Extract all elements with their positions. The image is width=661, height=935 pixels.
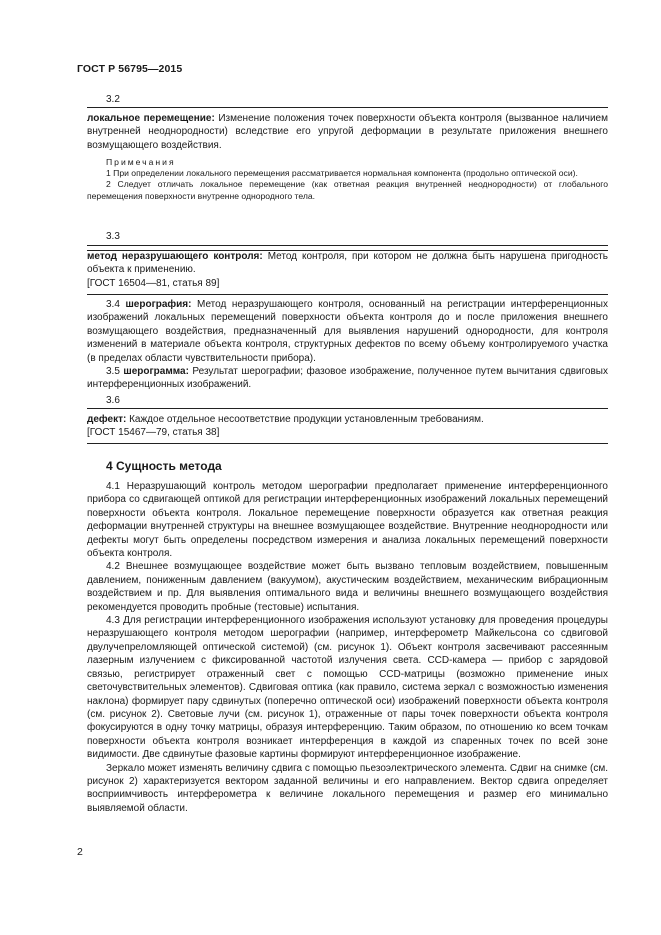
paragraph-4-3-continued: Зеркало может изменять величину сдвига с помощью пьезоэлектрического элемента. Сдвиг на снимке (см. рисунок 2) характеризуется вектором заданной величины и его направлением. Вектор сдвига определяет восприимчивость интерферометра к величине локального перемещения и размер его минимально выявляемой области. (87, 762, 608, 814)
entries-3-4-3-5 (87, 298, 608, 392)
note-2: 2 Следует отличать локальное перемещение (как ответная реакция внутренней неоднородности) от глобального перемещения поверхности внутренне однородного тела. (87, 179, 608, 201)
term-ndt-method: метод неразрушающего контроля: (87, 251, 263, 262)
document-header: ГОСТ Р 56795—2015 (77, 63, 183, 75)
paragraph-4-2: 4.2 Внешнее возмущающее воздействие может быть вызвано тепловым воздействием, повышенным давлением, пониженным давлением (вакуумом), акустическим воздействием, механическим вибрационным воздействием и пр. Для выявления оптимального вида и величины внешнего возмущающего воздействия рекомендуется проводить пробные (тестовые) испытания. (87, 561, 608, 613)
entry-3-3-text (87, 250, 608, 277)
note-1: 1 При определении локального перемещения рассматривается нормальная компонента (продольно оптической оси). (106, 168, 578, 179)
entry-number-3-4: 3.4 (106, 299, 120, 310)
entry-3-6-text (87, 413, 608, 426)
definition-ndt-method: Метод контроля, при котором не должна быть нарушена пригодность объекта к применению. (87, 251, 609, 276)
entry-number-3-6: 3.6 (106, 395, 120, 406)
section-4-title: 4 Сущность метода (106, 459, 222, 473)
entry-3-2-box (87, 107, 608, 251)
definition-local-displacement: Изменение положения точек поверхности объекта контроля (вызванное наличием внутренней неоднородности) вследствие его упругой деформации в результате приложения внешнего возмущающего воздействия. (87, 113, 608, 151)
entry-3-6-source: [ГОСТ 15467—79, статья 38] (87, 427, 220, 439)
entry-number-3-5: 3.5 (106, 366, 120, 378)
entry-3-4 (87, 298, 608, 365)
paragraph-4-1: 4.1 Неразрушающий контроль методом шерографии предполагает применение интерференционного прибора со сдвигающей оптикой для регистрации интерференционных изображений локальных перемещений поверхности объекта контроля. Локальное перемещение поверхности образуется как ответная реакция деформации внутренней структуры на внешнее возмущающее воздействие. Внутренние неоднородности или дефекты могут быть определены посредством измерения и анализа локальных перемещений поверхности объекта контроля. (87, 481, 608, 560)
term-local-displacement: локальное перемещение: (87, 113, 215, 124)
term-shearography: шерография: (125, 299, 192, 310)
entry-3-3-source: [ГОСТ 16504—81, статья 89] (87, 277, 220, 289)
section-4-body (87, 480, 608, 815)
entry-3-3-box (87, 245, 608, 295)
page-number: 2 (77, 846, 83, 858)
entry-3-6-box (87, 408, 608, 444)
term-defect: дефект: (87, 414, 127, 425)
definition-shearogram: Результат шерографии; фазовое изображение, полученное путем вычитания сдвиговых интерференционных изображений. (87, 366, 608, 391)
definition-shearography: Метод неразрушающего контроля, основанный на регистрации интерференционных изображений локальных перемещений поверхности объекта контроля до и после приложения внешнего возмущающего воздействия, предназначенный для выявления нарушений однородности, для контроля изменений в материале объекта контроля, структурных дефектов по всему объему контролируемого участка (в пределах области чувствительности прибора). (87, 299, 608, 364)
entry-3-2-text (87, 112, 608, 152)
entry-number-3-2: 3.2 (106, 94, 120, 105)
term-shearogram: шерограмма: (123, 366, 189, 378)
entry-number-3-3: 3.3 (106, 231, 120, 242)
notes-title: Примечания (106, 157, 176, 168)
entry-3-5 (87, 365, 608, 392)
definition-defect: Каждое отдельное несоответствие продукции установленным требованиям. (126, 414, 484, 425)
paragraph-4-3: 4.3 Для регистрации интерференционного изображения используют установку для проведения процедуры неразрушающего контроля методом шерографии (например, интерферометр Майкельсона со сдвиговой двулучепреломляющей оптической системой) (см. рисунок 1). Объект контроля засвечивают рассеянным лазерным излучением с фиксированной частотой излучения света. CCD-камера — прибор с зарядовой связью, регистрирует отраженный свет с помощью CCD-матрицы (возможно применение иных светочувствительных элементов). Сдвиговая оптика (как правило, система зеркал с возможностью изменения наклона) формирует пару сдвинутых (поперечно оптической оси) изображений поверхности объекта контроля (см. рисунок 2). Световые лучи (см. рисунок 1), отраженные от пары точек поверхности объекта контроля фокусируются в одну точку матрицы, образуя интерференцию. Таким образом, по отношению ко всем точкам поверхности объекта контроля возникает интерференция в каждой из спаренных точек по всей зоне видимости. Две сдвинутые фазовые картины формируют интерференционное изображение. (87, 615, 608, 761)
